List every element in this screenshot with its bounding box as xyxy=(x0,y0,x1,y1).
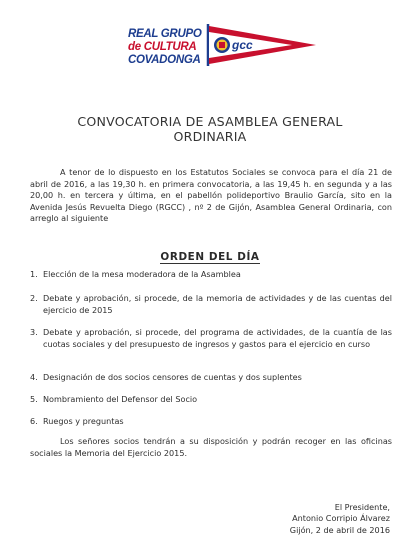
signature-place-date: Gijón, 2 de abril de 2016 xyxy=(289,524,390,535)
agenda-item xyxy=(30,416,392,428)
pennant-text: gcc xyxy=(232,38,253,52)
pennant-flag-icon xyxy=(206,22,318,68)
agenda-item-text: Debate y aprobación, si procede, de la memoria de actividades y de las cuentas del ejercicio de 2015 xyxy=(43,293,392,315)
agenda-heading xyxy=(0,245,420,264)
agenda-item-text: Elección de la mesa moderadora de la Asamblea xyxy=(43,269,241,279)
title-line-2: ORDINARIA xyxy=(173,129,247,144)
club-name-line2: de CULTURA xyxy=(128,41,197,53)
agenda-heading-text: ORDEN DEL DÍA xyxy=(160,251,260,263)
document-title xyxy=(20,114,400,144)
agenda-item-number: 6. xyxy=(30,416,38,426)
title-line-1: CONVOCATORIA DE ASAMBLEA GENERAL xyxy=(77,114,343,129)
agenda-item-number: 1. xyxy=(30,269,38,279)
club-name-line1: REAL GRUPO xyxy=(128,28,202,40)
agenda-item xyxy=(30,394,392,406)
agenda-item-number: 5. xyxy=(30,394,38,404)
club-name xyxy=(128,28,201,67)
agenda-item-text: Debate y aprobación, si procede, del programa de actividades, de la cuantía de las cuotas sociales y del presupuesto de ingresos y gastos para el ejercicio en curso xyxy=(43,327,392,349)
intro-paragraph: A tenor de lo dispuesto en los Estatutos Sociales se convoca para el día 21 de abril de 2016, a las 19,30 h. en primera convocatoria, a las 19,45 h. en segunda y a las 20,00 h. en tercera y última, en el pabellón polideportivo Braulio García, sito en la Avenida Jesús Revuelta Diego (RGCC) , nº 2 de Gijón, Asamblea General Ordinaria, con arreglo al siguiente xyxy=(30,167,392,224)
agenda-item xyxy=(30,293,392,316)
club-name-line3: COVADONGA xyxy=(128,54,201,66)
signature-block xyxy=(290,502,390,536)
agenda-item xyxy=(30,269,392,281)
closing-paragraph: Los señores socios tendrán a su disposición y podrán recoger en las oficinas sociales la Memoria del Ejercicio 2015. xyxy=(30,436,392,458)
agenda-item-text: Nombramiento del Defensor del Socio xyxy=(43,394,198,404)
agenda-item-number: 2. xyxy=(30,293,38,303)
signature-name: Antonio Corripio Álvarez xyxy=(292,513,390,524)
agenda-item-text: Ruegos y preguntas xyxy=(43,416,124,426)
agenda-item xyxy=(30,327,392,350)
agenda-item xyxy=(30,372,392,384)
agenda-item-number: 4. xyxy=(30,372,38,382)
signature-role: El Presidente, xyxy=(334,502,390,512)
club-logo xyxy=(128,22,318,84)
agenda-item-text: Designación de dos socios censores de cuentas y dos suplentes xyxy=(43,372,302,382)
agenda-item-number: 3. xyxy=(30,327,38,337)
